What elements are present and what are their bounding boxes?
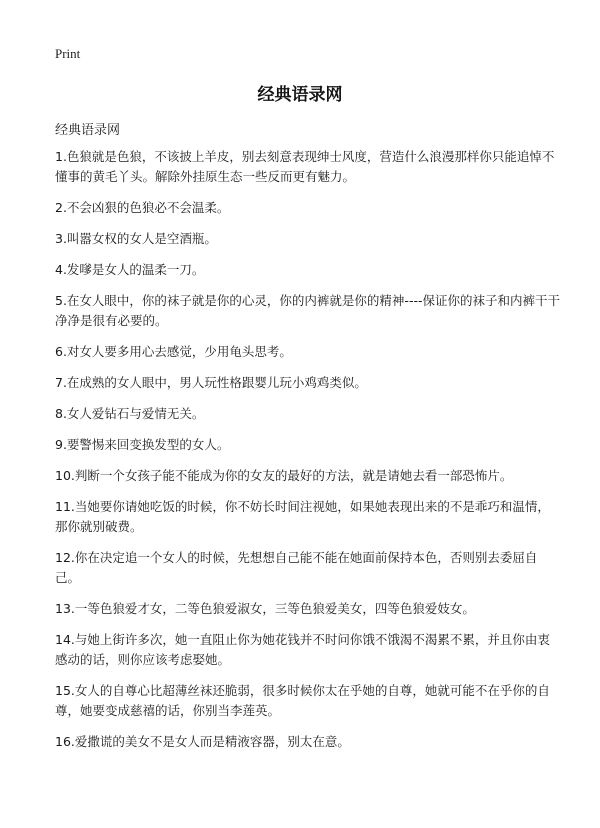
quote-item-9: 9.要警惕来回变换发型的女人。	[55, 437, 230, 452]
quote-item-11: 11.当她要你请她吃饭的时候，你不妨长时间注视她，如果她表现出来的不是乖巧和温情，那你就别破费。	[55, 499, 550, 534]
quote-item-10: 10.判断一个女孩子能不能成为你的女友的最好的方法，就是请她去看一部恐怖片。	[55, 468, 513, 483]
quote-item-6: 6.对女人要多用心去感觉，少用龟头思考。	[55, 344, 292, 359]
page-title: 经典语录网	[257, 85, 343, 105]
quote-item-15: 15.女人的自尊心比超薄丝袜还脆弱，很多时候你太在乎她的自尊，她就可能不在乎你的自尊，她要变成慈禧的话，你别当李莲英。	[55, 683, 550, 718]
quote-item-2: 2.不会凶狠的色狼必不会温柔。	[55, 200, 230, 215]
quote-list	[55, 147, 560, 763]
quote-item-8: 8.女人爱钻石与爱情无关。	[55, 406, 205, 421]
quote-item-1: 1.色狼就是色狼，不该披上羊皮，别去刻意表现绅士风度，营造什么浪漫那样你只能追悼不懂事的黄毛丫头。解除外挂原生态一些反而更有魅力。	[55, 149, 555, 184]
quote-item-14: 14.与她上街许多次，她一直阻止你为她花钱并不时问你饿不饿渴不渴累不累，并且你由衷感动的话，则你应该考虑娶她。	[55, 632, 550, 667]
quote-item-7: 7.在成熟的女人眼中，男人玩性格跟婴儿玩小鸡鸡类似。	[55, 375, 367, 390]
print-link[interactable]: Print	[55, 46, 81, 61]
site-subtitle: 经典语录网	[55, 123, 121, 138]
quote-item-13: 13.一等色狼爱才女，二等色狼爱淑女，三等色狼爱美女，四等色狼爱妓女。	[55, 601, 475, 616]
quote-item-5: 5.在女人眼中，你的袜子就是你的心灵，你的内裤就是你的精神----保证你的袜子和内裤干干净净是很有必要的。	[55, 293, 560, 328]
quote-item-4: 4.发嗲是女人的温柔一刀。	[55, 262, 205, 277]
quote-item-16: 16.爱撒谎的美女不是女人而是精液容器，别太在意。	[55, 734, 350, 749]
quote-item-12: 12.你在决定追一个女人的时候，先想想自己能不能在她面前保持本色，否则别去委屈自己。	[55, 550, 538, 585]
quote-item-3: 3.叫嚣女权的女人是空酒瓶。	[55, 231, 217, 246]
